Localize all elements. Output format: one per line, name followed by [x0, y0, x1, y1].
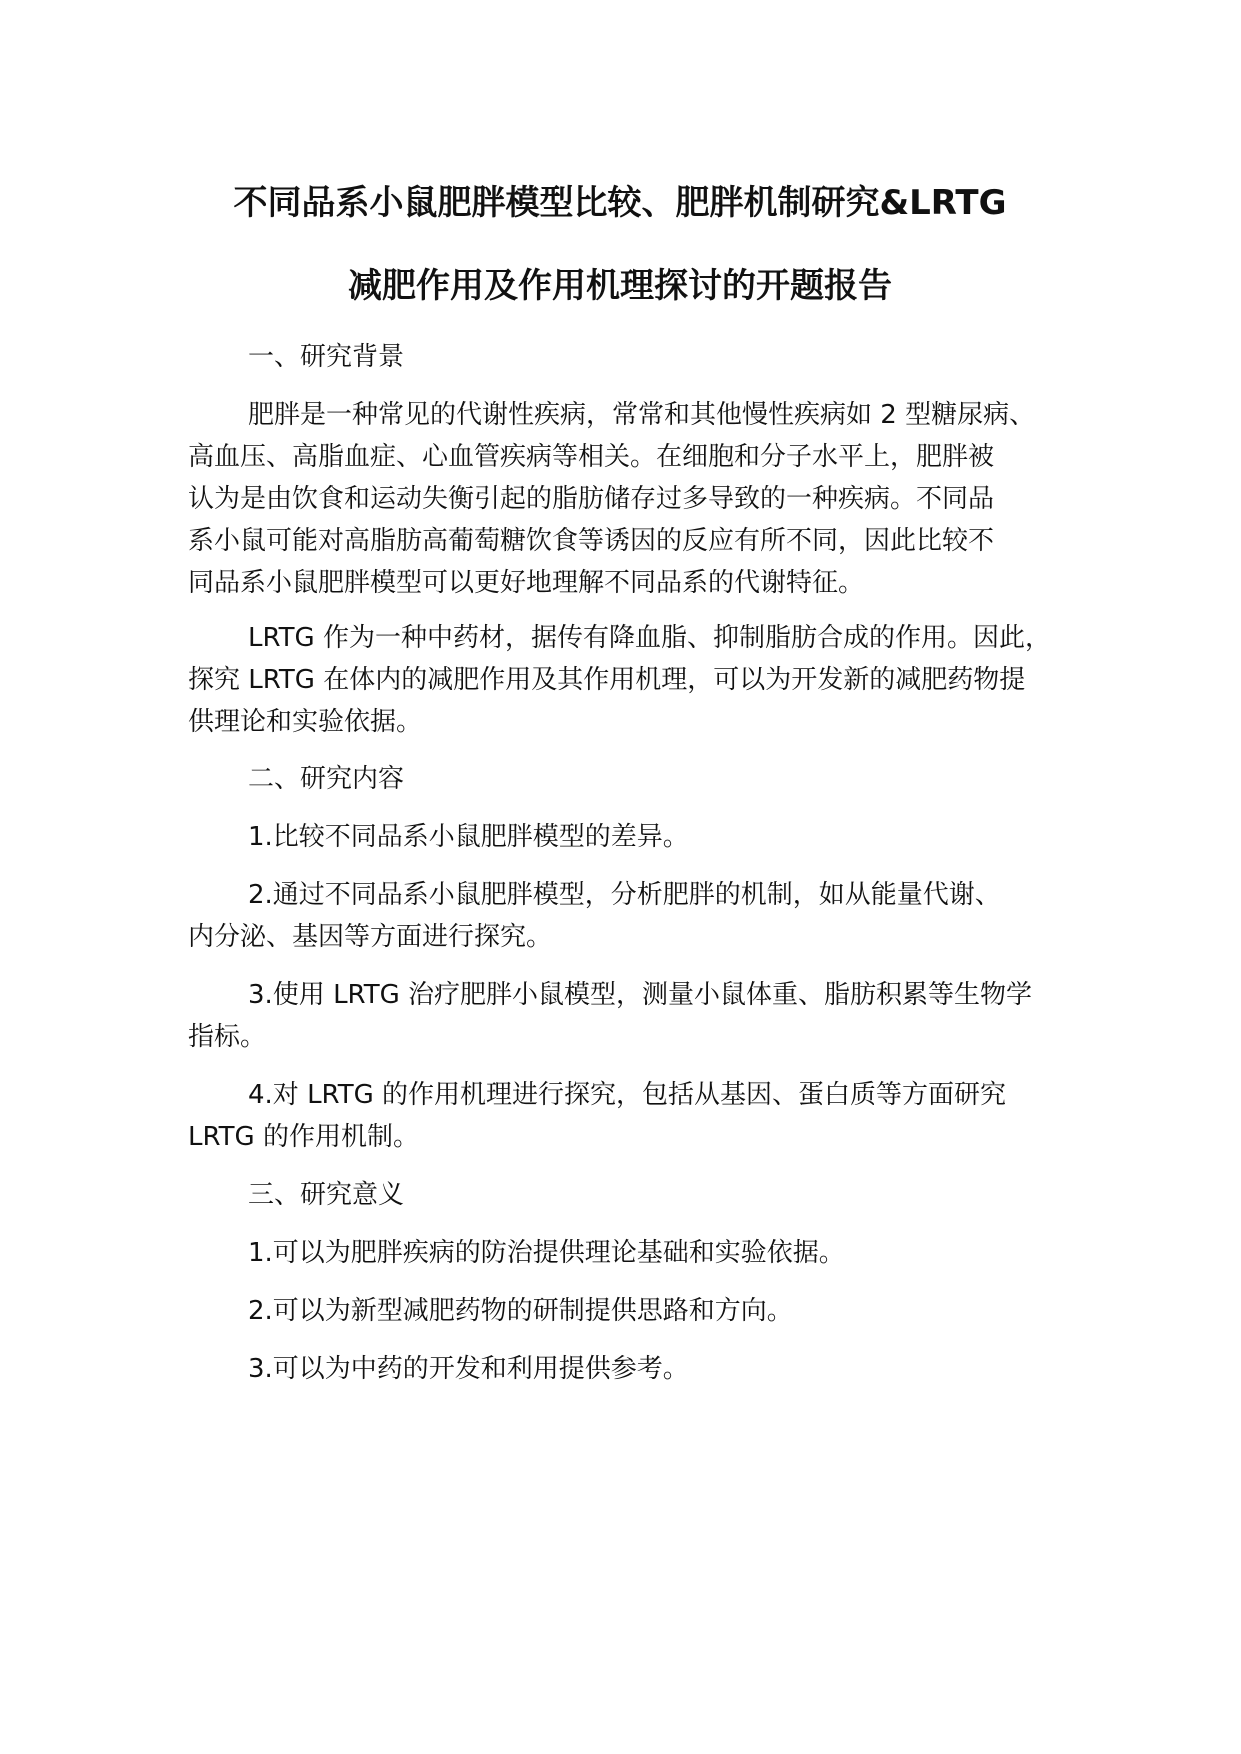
section-heading-background: 一、研究背景	[248, 342, 405, 372]
text-line: 高血压、高脂血症、心血管疾病等相关。在细胞和分子水平上，肥胖被	[188, 442, 995, 472]
text-line: 内分泌、基因等方面进行探究。	[188, 922, 553, 952]
text-line: 肥胖是一种常见的代谢性疾病，常常和其他慢性疾病如 2 型糖尿病、	[248, 400, 1036, 430]
document-title-line-1: 不同品系小鼠肥胖模型比较、肥胖机制研究&LRTG	[233, 183, 1007, 223]
text-line: 探究 LRTG 在体内的减肥作用及其作用机理，可以为开发新的减肥药物提	[188, 665, 1026, 695]
list-item: 2.通过不同品系小鼠肥胖模型，分析肥胖的机制，如从能量代谢、	[248, 880, 1001, 910]
section-heading-content: 二、研究内容	[248, 764, 405, 794]
list-item: 1.可以为肥胖疾病的防治提供理论基础和实验依据。	[248, 1238, 845, 1268]
text-line: 指标。	[188, 1022, 267, 1052]
text-line: 供理论和实验依据。	[188, 707, 423, 737]
list-item: 4.对 LRTG 的作用机理进行探究，包括从基因、蛋白质等方面研究	[248, 1080, 1007, 1110]
list-item: 3.使用 LRTG 治疗肥胖小鼠模型，测量小鼠体重、脂肪积累等生物学	[248, 980, 1033, 1010]
list-item: 3.可以为中药的开发和利用提供参考。	[248, 1354, 689, 1384]
text-line: LRTG 的作用机制。	[188, 1122, 419, 1152]
list-item: 2.可以为新型减肥药物的研制提供思路和方向。	[248, 1296, 793, 1326]
list-item: 1.比较不同品系小鼠肥胖模型的差异。	[248, 822, 689, 852]
section-heading-significance: 三、研究意义	[248, 1180, 405, 1210]
text-line: 系小鼠可能对高脂肪高葡萄糖饮食等诱因的反应有所不同，因此比较不	[188, 526, 995, 556]
text-line: 同品系小鼠肥胖模型可以更好地理解不同品系的代谢特征。	[188, 568, 865, 598]
text-line: LRTG 作为一种中药材，据传有降血脂、抑制脂肪合成的作用。因此，	[248, 623, 1051, 653]
document-title-line-2: 减肥作用及作用机理探讨的开题报告	[348, 266, 892, 306]
text-line: 认为是由饮食和运动失衡引起的脂肪储存过多导致的一种疾病。不同品	[188, 484, 995, 514]
